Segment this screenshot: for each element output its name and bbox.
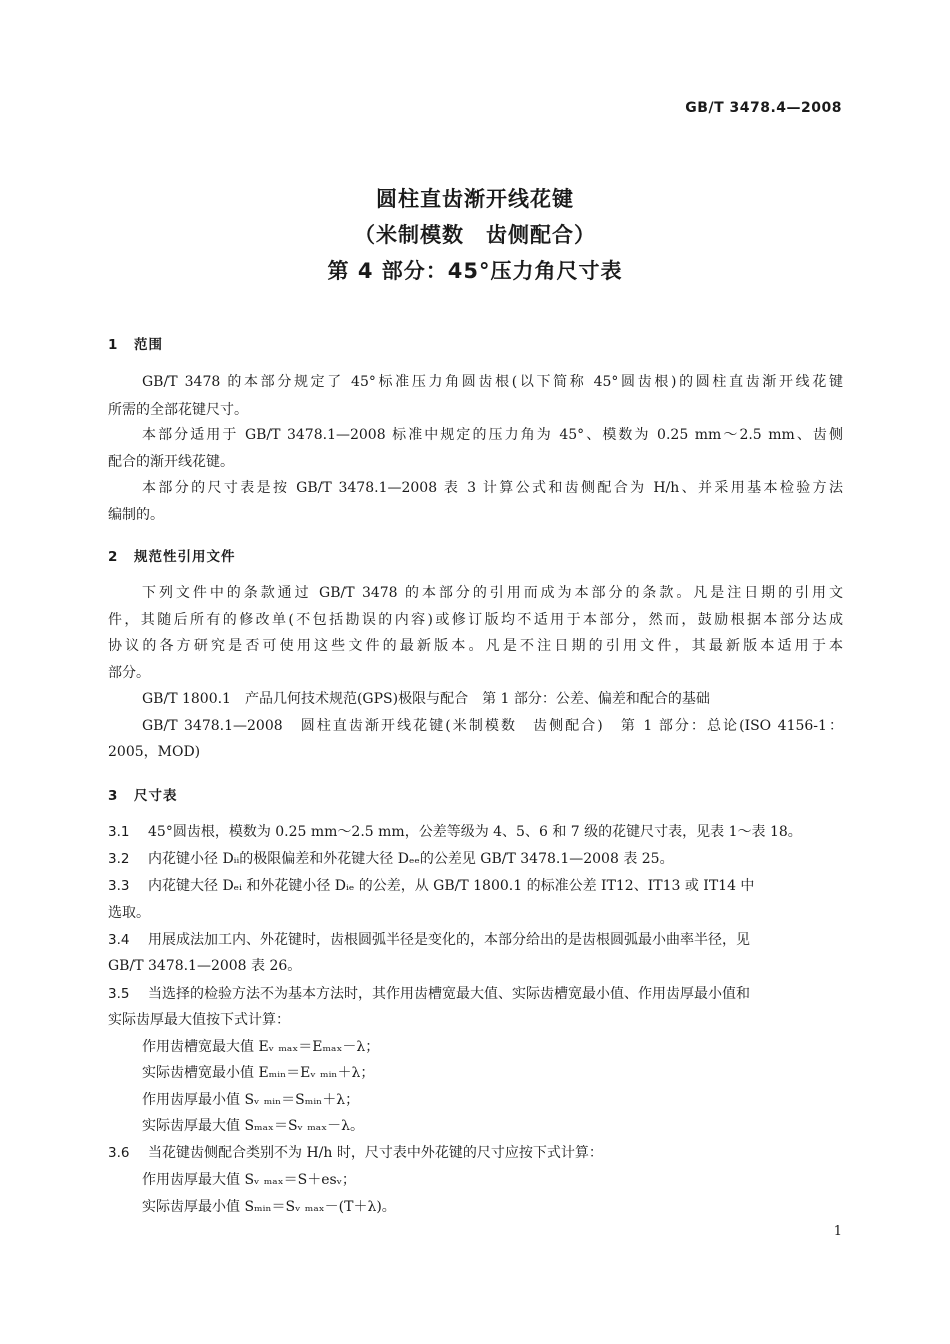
standard-code: GB/T 3478.4—2008 [685, 100, 842, 116]
paragraph-line: GB/T 3478 的本部分规定了 45°标准压力角圆齿根(以下简称 45°圆齿根)的圆柱直齿渐开线花键 [142, 374, 843, 390]
clause-3-2 [108, 850, 843, 868]
clause-number: 3.4 [108, 932, 130, 948]
section-3-heading [108, 784, 178, 804]
clause-number: 3.3 [108, 878, 130, 894]
section-number: 2 [108, 549, 119, 565]
paragraph-line: 本部分的尺寸表是按 GB/T 3478.1—2008 表 3 计算公式和齿侧配合为 H/h、并采用基本检验方法 [142, 480, 843, 496]
clause-text: 内花键大径 Dₑᵢ 和外花键小径 Dᵢₑ 的公差，从 GB/T 1800.1 的标准公差 IT12、IT13 或 IT14 中 [148, 878, 755, 894]
page-number: 1 [833, 1224, 842, 1239]
section-1-heading [108, 333, 163, 353]
paragraph-line: 协议的各方研究是否可使用这些文件的最新版本。凡是不注日期的引用文件，其最新版本适用于本 [108, 638, 843, 654]
clause-text: 用展成法加工内、外花键时，齿根圆弧半径是变化的，本部分给出的是齿根圆弧最小曲率半径，见 [148, 932, 750, 948]
formula-line: 作用齿厚最大值 Sᵥ ₘₐₓ＝S＋esᵥ； [142, 1172, 356, 1188]
paragraph-line: 配合的渐开线花键。 [108, 454, 234, 470]
reference-entry-cont: 2005，MOD) [108, 744, 201, 760]
clause-number: 3.2 [108, 851, 130, 867]
formula-line: 实际齿槽宽最小值 Eₘᵢₙ＝Eᵥ ₘᵢₙ＋λ； [142, 1065, 375, 1081]
clause-continuation: GB/T 3478.1—2008 表 26。 [108, 958, 302, 974]
paragraph-line: 编制的。 [108, 507, 164, 523]
formula-line: 实际齿厚最小值 Sₘᵢₙ＝Sᵥ ₘₐₓ－(T＋λ)。 [142, 1199, 396, 1215]
clause-number: 3.5 [108, 986, 130, 1002]
paragraph-line: 本部分适用于 GB/T 3478.1—2008 标准中规定的压力角为 45°、模数为 0.25 mm～2.5 mm、齿侧 [142, 427, 843, 443]
clause-number: 3.6 [108, 1145, 130, 1161]
formula-line: 作用齿槽宽最大值 Eᵥ ₘₐₓ＝Eₘₐₓ－λ； [142, 1039, 380, 1055]
paragraph-line: 下列文件中的条款通过 GB/T 3478 的本部分的引用而成为本部分的条款。凡是注日期的引用文 [142, 585, 843, 601]
clause-3-3 [108, 877, 843, 895]
formula-line: 实际齿厚最大值 Sₘₐₓ＝Sᵥ ₘₐₓ－λ。 [142, 1118, 365, 1134]
clause-text: 当选择的检验方法不为基本方法时，其作用齿槽宽最大值、实际齿槽宽最小值、作用齿厚最小值和 [148, 986, 750, 1002]
clause-text: 45°圆齿根，模数为 0.25 mm～2.5 mm，公差等级为 4、5、6 和 7 级的花键尺寸表，见表 1～表 18。 [148, 824, 802, 840]
clause-3-6 [108, 1144, 843, 1162]
clause-3-1 [108, 823, 843, 841]
doc-title-line-3: 第 4 部分：45°压力角尺寸表 [327, 259, 623, 283]
reference-entry: GB/T 3478.1—2008 圆柱直齿渐开线花键(米制模数 齿侧配合) 第 1 部分：总论(ISO 4156-1： [142, 718, 843, 734]
section-2-heading [108, 545, 236, 565]
clause-continuation: 实际齿厚最大值按下式计算： [108, 1012, 290, 1028]
reference-entry: GB/T 1800.1 产品几何技术规范(GPS)极限与配合 第 1 部分：公差、偏差和配合的基础 [142, 691, 710, 707]
section-title: 规范性引用文件 [134, 549, 236, 565]
clause-3-5 [108, 985, 843, 1003]
section-number: 3 [108, 788, 119, 804]
doc-title-line-2: （米制模数 齿侧配合） [354, 223, 596, 247]
clause-number: 3.1 [108, 824, 130, 840]
clause-continuation: 选取。 [108, 905, 150, 921]
clause-3-4 [108, 931, 843, 949]
paragraph-line: 部分。 [108, 665, 150, 681]
clause-text: 内花键小径 Dᵢᵢ的极限偏差和外花键大径 Dₑₑ的公差见 GB/T 3478.1—2008 表 25。 [148, 851, 674, 867]
section-number: 1 [108, 337, 119, 353]
clause-text: 当花键齿侧配合类别不为 H/h 时，尺寸表中外花键的尺寸应按下式计算： [148, 1145, 603, 1161]
paragraph-line: 件，其随后所有的修改单(不包括勘误的内容)或修订版均不适用于本部分，然而，鼓励根据本部分达成 [108, 612, 843, 628]
doc-title-line-1: 圆柱直齿渐开线花键 [376, 187, 574, 211]
paragraph-line: 所需的全部花键尺寸。 [108, 402, 248, 418]
formula-line: 作用齿厚最小值 Sᵥ ₘᵢₙ＝Sₘᵢₙ＋λ； [142, 1092, 360, 1108]
section-title: 尺寸表 [134, 788, 178, 804]
section-title: 范围 [134, 337, 163, 353]
